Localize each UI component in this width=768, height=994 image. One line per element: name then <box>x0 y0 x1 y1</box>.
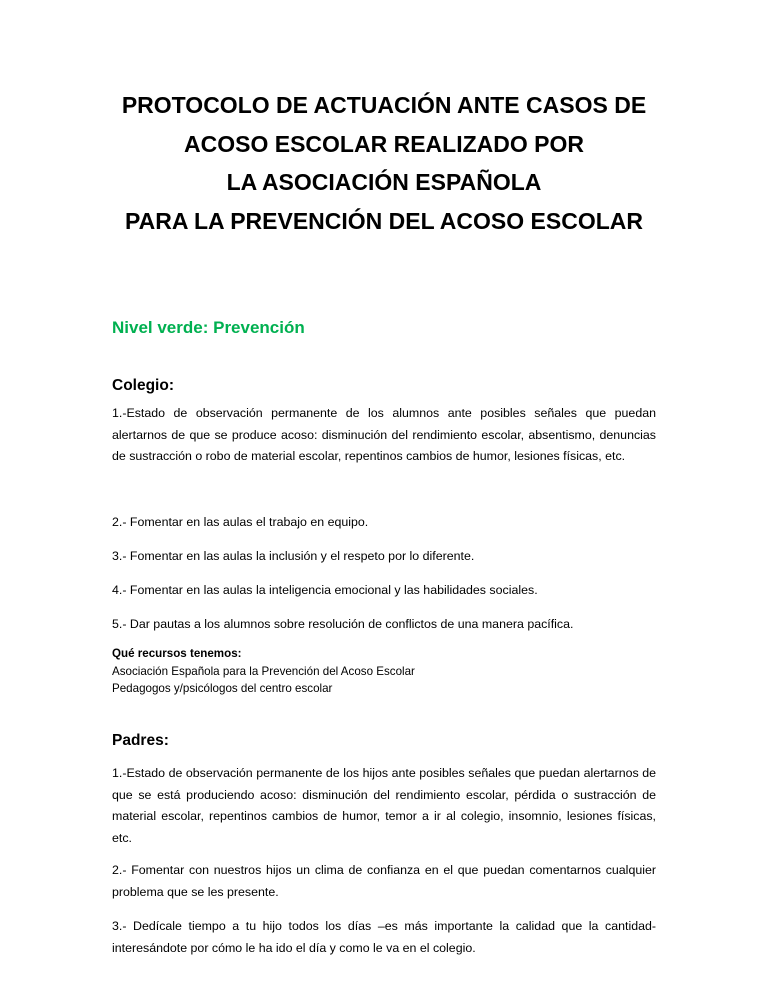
colegio-item: 2.- Fomentar en las aulas el trabajo en equipo. <box>112 515 369 529</box>
resources-heading: Qué recursos tenemos: <box>112 647 242 660</box>
colegio-item: 4.- Fomentar en las aulas la inteligencia emocional y las habilidades sociales. <box>112 583 538 597</box>
padres-item: 3.- Dedícale tiempo a tu hijo todos los días –es más importante la calidad que la cantidad- interesándote por cómo le ha ido el día y como le va en el colegio. <box>112 919 656 955</box>
section-heading-padres: Padres: <box>112 732 169 749</box>
colegio-item: 3.- Fomentar en las aulas la inclusión y el respeto por lo diferente. <box>112 549 475 563</box>
colegio-item: 5.- Dar pautas a los alumnos sobre resolución de conflictos de una manera pacífica. <box>112 617 574 631</box>
title-line: ACOSO ESCOLAR REALIZADO POR <box>184 130 584 157</box>
colegio-item: 1.-Estado de observación permanente de los alumnos ante posibles señales que puedan alertarnos de que se produce acoso: disminución del rendimiento escolar, absentismo, denuncias de sustracción o robo de material escolar, repentinos cambios de humor, lesiones físicas, etc. <box>112 406 656 463</box>
title-line: PROTOCOLO DE ACTUACIÓN ANTE CASOS DE <box>121 92 647 118</box>
padres-item: 1.-Estado de observación permanente de los hijos ante posibles señales que puedan alertarnos de que se está produciendo acoso: disminución del rendimiento escolar, pérdida o sustracción de material escolar, repentinos cambios de humor, temor a ir al colegio, insomnio, lesiones físicas, etc. <box>112 766 656 845</box>
padres-item: 2.- Fomentar con nuestros hijos un clima de confianza en el que puedan comentarnos cualquier problema que se les presente. <box>112 863 656 899</box>
level-heading: Nivel verde: Prevención <box>112 318 305 337</box>
title-line: PARA LA PREVENCIÓN DEL ACOSO ESCOLAR <box>125 207 643 234</box>
title-line: LA ASOCIACIÓN ESPAÑOLA <box>226 169 542 195</box>
resources-block <box>112 645 415 698</box>
resource-item: Pedagogos y/psicólogos del centro escolar <box>112 682 333 695</box>
resource-item: Asociación Española para la Prevención del Acoso Escolar <box>112 664 415 678</box>
section-heading-colegio: Colegio: <box>112 377 174 394</box>
document-title <box>60 86 708 240</box>
